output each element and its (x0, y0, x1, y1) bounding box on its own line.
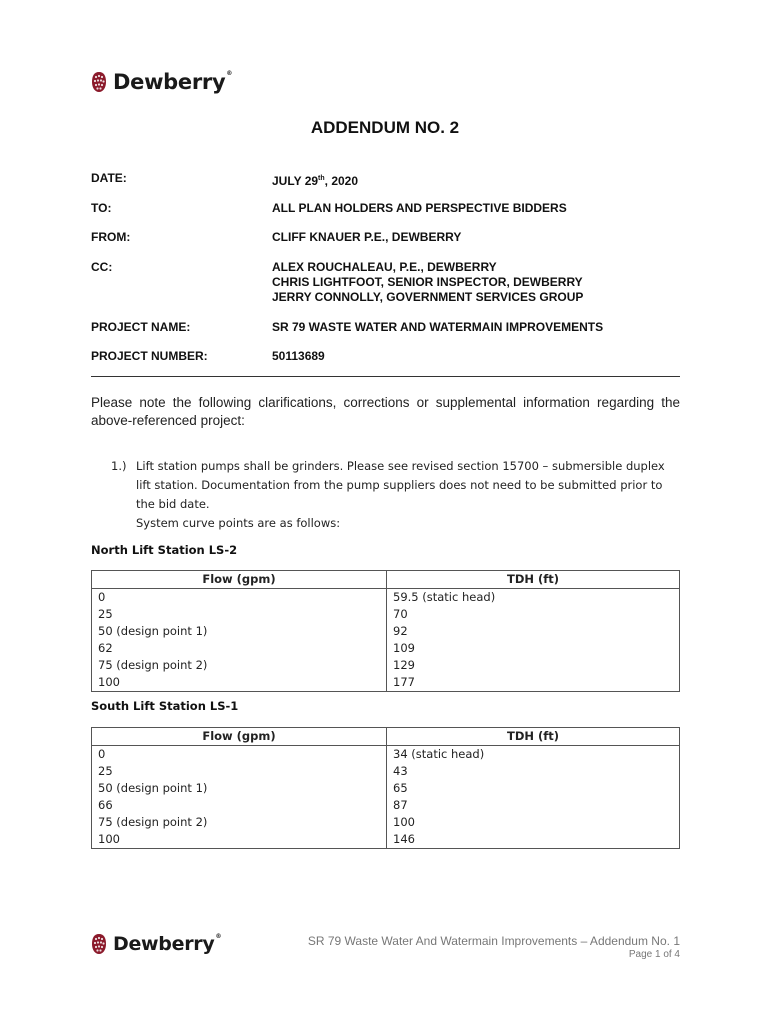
page-number: Page 1 of 4 (628, 949, 680, 960)
to-label: TO: (91, 201, 112, 215)
table-cell: 43 (387, 763, 680, 780)
cc-values (272, 260, 583, 305)
dewberry-logo-icon (91, 71, 107, 93)
table-header-row (92, 728, 680, 746)
footer-title: SR 79 Waste Water And Watermain Improvements – Addendum No. 1 (307, 934, 680, 948)
document-title: ADDENDUM NO. 2 (310, 118, 460, 137)
table-cell: 59.5 (static head) (387, 589, 680, 607)
project-name-value: SR 79 WASTE WATER AND WATERMAIN IMPROVEMENTS (272, 320, 604, 334)
table-row (92, 674, 680, 692)
south-table-title: South Lift Station LS-1 (91, 699, 239, 713)
column-header: TDH (ft) (387, 728, 680, 746)
header-logo (91, 70, 232, 94)
brand-name: Dewberry® (113, 70, 233, 94)
intro-paragraph: Please note the following clarifications, corrections or supplemental information regarding the above-referenced project: (91, 395, 680, 428)
column-header: Flow (gpm) (92, 571, 387, 589)
from-value: CLIFF KNAUER P.E., DEWBERRY (272, 230, 462, 244)
list-item (111, 457, 681, 533)
cc-line: JERRY CONNOLLY, GOVERNMENT SERVICES GROUP (272, 290, 584, 304)
table-cell: 75 (design point 2) (92, 814, 387, 831)
brand-name: Dewberry® (113, 933, 222, 955)
table-cell: 0 (92, 589, 387, 607)
date-value: JULY 29th, 2020 (272, 174, 359, 188)
table-cell: 50 (design point 1) (92, 780, 387, 797)
table-row (92, 797, 680, 814)
table-row (92, 780, 680, 797)
table-cell: 177 (387, 674, 680, 692)
project-number-value: 50113689 (272, 349, 325, 363)
table-cell: 66 (92, 797, 387, 814)
header-divider (91, 376, 680, 377)
table-cell: 50 (design point 1) (92, 623, 387, 640)
column-header: Flow (gpm) (92, 728, 387, 746)
table-cell: 34 (static head) (387, 746, 680, 764)
project-number-label: PROJECT NUMBER: (91, 349, 208, 363)
project-name-label: PROJECT NAME: (91, 320, 191, 334)
item-number: 1.) (111, 459, 127, 473)
from-label: FROM: (91, 230, 131, 244)
north-curve-table (91, 570, 680, 692)
table-header-row (92, 571, 680, 589)
item-text-secondary: System curve points are as follows: (136, 516, 341, 530)
table-row (92, 657, 680, 674)
table-cell: 87 (387, 797, 680, 814)
table-cell: 70 (387, 606, 680, 623)
cc-label: CC: (91, 260, 113, 274)
table-row (92, 814, 680, 831)
table-cell: 100 (92, 674, 387, 692)
table-row (92, 746, 680, 764)
date-label: DATE: (91, 171, 127, 185)
table-cell: 75 (design point 2) (92, 657, 387, 674)
table-row (92, 640, 680, 657)
table-cell: 62 (92, 640, 387, 657)
column-header: TDH (ft) (387, 571, 680, 589)
table-row (92, 623, 680, 640)
table-row (92, 831, 680, 849)
table-cell: 129 (387, 657, 680, 674)
table-cell: 0 (92, 746, 387, 764)
table-cell: 65 (387, 780, 680, 797)
table-row (92, 589, 680, 607)
table-cell: 92 (387, 623, 680, 640)
table-cell: 25 (92, 763, 387, 780)
table-cell: 146 (387, 831, 680, 849)
dewberry-logo-icon (91, 933, 107, 955)
table-cell: 25 (92, 606, 387, 623)
item-text: Lift station pumps shall be grinders. Please see revised section 15700 – submersible duplex lift station. Documentation from the pump suppliers does not need to be submitted prior to the bid date. (136, 459, 665, 511)
footer-logo (91, 933, 221, 955)
table-cell: 109 (387, 640, 680, 657)
south-curve-table (91, 727, 680, 849)
table-row (92, 763, 680, 780)
table-cell: 100 (387, 814, 680, 831)
cc-line: CHRIS LIGHTFOOT, SENIOR INSPECTOR, DEWBERRY (272, 275, 583, 289)
cc-line: ALEX ROUCHALEAU, P.E., DEWBERRY (272, 260, 497, 274)
to-value: ALL PLAN HOLDERS AND PERSPECTIVE BIDDERS (272, 201, 567, 215)
north-table-title: North Lift Station LS-2 (91, 543, 238, 557)
table-row (92, 606, 680, 623)
table-cell: 100 (92, 831, 387, 849)
